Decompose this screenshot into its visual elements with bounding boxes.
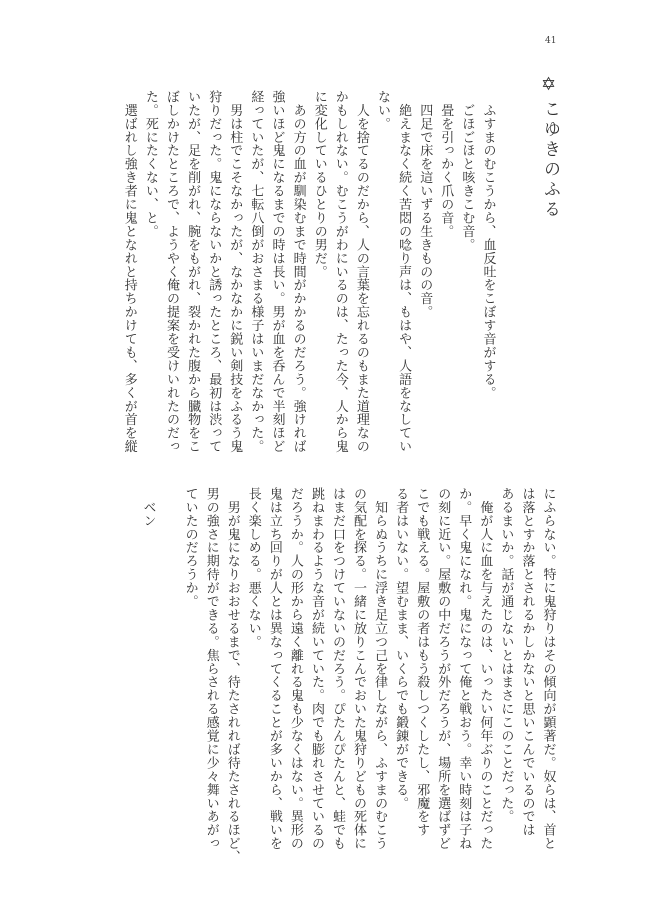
text-column: 強いほど鬼になるまでの時は長い。男が血を呑んで半刻ほど (269, 90, 285, 454)
text-column: か。早く鬼になれ。鬼になって俺と戦おう。幸い時刻は子ね (456, 487, 472, 851)
text-column: 経っていたが、七転八倒がおさまる様子はいまだなかった。 (248, 90, 264, 454)
text-column: 絶えまなく続く苦悶の唸り声は、もはや、人語をなしてい (396, 90, 412, 454)
text-column: 四足で床を這いずる生きものの音。 (417, 90, 433, 319)
text-column: 鬼は立ち回りが人とは異なってくることが多いから、戦いを (266, 487, 282, 851)
text-column: あるまいか。話が通じないとはまさにこのことだった。 (498, 487, 514, 824)
text-column: 俺が人に血を与えたのは、いったい何年ぶりのことだった (477, 487, 493, 851)
chapter-title: こゆきのふる (540, 100, 560, 220)
text-column: る者はいない。望むまま、いくらでも鍛錬ができる。 (393, 487, 409, 810)
text-column: 長く楽しめる。悪くない。 (245, 487, 261, 649)
text-column: ていたのだろうか。 (182, 487, 198, 609)
text-column: はまだ口をつけていないのだろう。ぴたんぴたんと、蛙でも (330, 487, 345, 851)
text-column: は落とすか落とされるかしかないと思いこんでいるのでは (519, 487, 535, 837)
text-column: 跳ねまわるような音が続いていた。肉でも膨れさせているの (308, 487, 324, 851)
text-column: の気配を探る。一緒に放りこんでおいた鬼狩りどもの死体に (351, 487, 367, 851)
text-column: 知らぬうちに浮き足立つ己を律しながら、ふすまのむこう (372, 487, 388, 851)
text-column: にふらない。特に鬼狩りはその傾向が顕著だ。奴らは、首と (540, 487, 556, 851)
text-column: かもしれない。むこうがわにいるのは、たった今、人から鬼 (332, 90, 348, 454)
text-column: ふすまのむこうから、血反吐をこぼす音がする。 (480, 90, 496, 400)
text-column: の刻に近い。屋敷の中だろうが外だろうが、場所を選ばずど (435, 487, 451, 851)
text-column: 狩りだった。鬼にならないかと誘ったところ、最初は渋って (206, 90, 222, 454)
page-number: 41 (545, 36, 557, 46)
text-column: 男の強さに期待ができる。焦らされる感覚に少々舞いあがっ (203, 487, 219, 851)
text-column: に変化しているひとりの男だ。 (311, 90, 327, 279)
text-column: ぼしかけたところで、ようやく俺の提案を受けいれたのだっ (164, 90, 179, 454)
text-column: こでも戦える。屋敷の者はもう殺しつくしたし、邪魔をす (414, 487, 430, 837)
text-column: た。死にたくない、と。 (142, 90, 158, 238)
text-column: ごほごほと咳きこむ音。 (459, 90, 475, 252)
text-column: 男が鬼になりおおせるまで、待たされれば待たされるほど、 (224, 487, 240, 864)
text-column: あの方の血が馴染むまで時間がかかるのだろう。強ければ (290, 90, 306, 454)
text-column: 人を捨てるのだから、人の言葉を忘れるのもまた道理なの (353, 90, 369, 454)
text-column: ない。 (375, 90, 390, 131)
text-column: いたが、足を削がれ、腕をもがれ、裂かれた腹から臓物をこ (185, 90, 201, 454)
text-column: 選ばれし強き者に鬼となれと持ちかけても、多くが首を縦 (121, 90, 137, 454)
star-of-david-icon: ✡ (541, 74, 557, 95)
author-signature: ベン (140, 487, 156, 528)
text-column: 畳を引っかく爪の音。 (438, 90, 454, 238)
text-column: 男は柱でこそなかったが、なかなかに鋭い剣技をふるう鬼 (227, 90, 243, 454)
text-column: だろうか。人の形から遠く離れる鬼も少なくはない。異形の (287, 487, 303, 851)
